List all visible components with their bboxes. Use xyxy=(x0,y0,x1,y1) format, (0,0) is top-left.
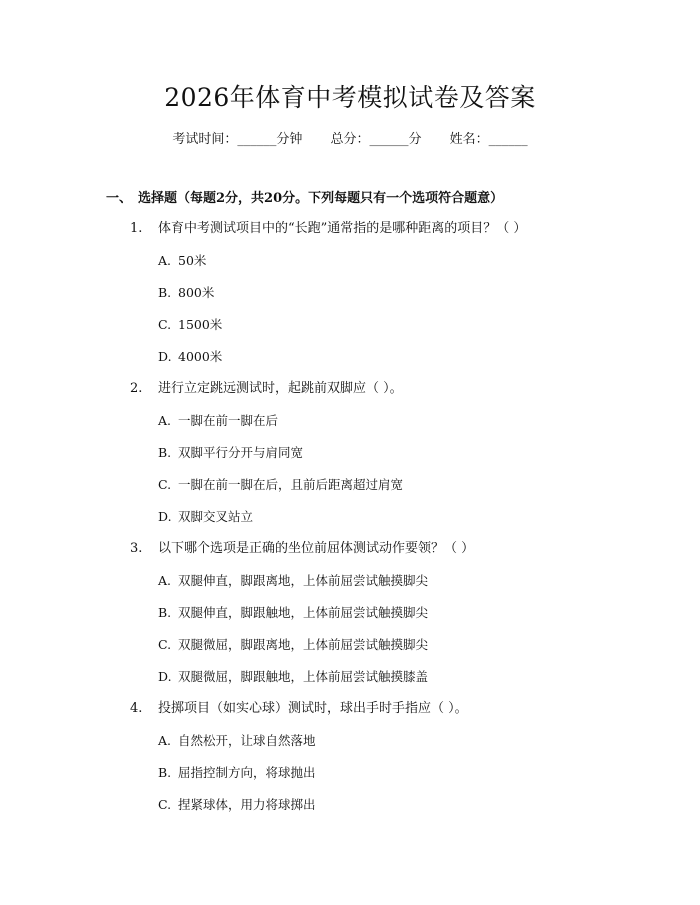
question-stem xyxy=(130,698,650,730)
option-c xyxy=(130,794,650,826)
question-list xyxy=(130,218,650,826)
total-score-field: 总分：______分 xyxy=(330,132,422,147)
option-c xyxy=(130,474,650,506)
option-text: 双脚交叉站立 xyxy=(178,509,254,524)
option-text: 自然松开，让球自然落地 xyxy=(178,733,316,748)
option-c xyxy=(130,634,650,666)
option-label: A. xyxy=(158,733,172,748)
question-1 xyxy=(130,218,650,378)
question-number: 4. xyxy=(130,701,143,716)
option-text: 双腿微屈，脚跟触地，上体前屈尝试触摸膝盖 xyxy=(178,669,429,684)
document-title: 2026年体育中考模拟试卷及答案 xyxy=(164,83,536,112)
option-a xyxy=(130,250,650,282)
question-4 xyxy=(130,698,650,826)
option-text: 50米 xyxy=(178,253,207,268)
option-text: 800米 xyxy=(178,285,215,300)
option-d xyxy=(130,666,650,698)
option-text: 屈指控制方向，将球抛出 xyxy=(178,765,316,780)
exam-info-row xyxy=(0,130,700,150)
option-text: 双脚平行分开与肩同宽 xyxy=(178,445,304,460)
section-heading xyxy=(106,188,503,210)
option-text: 4000米 xyxy=(178,349,223,364)
question-number: 2. xyxy=(130,381,143,396)
option-label: D. xyxy=(158,349,172,364)
question-text: 以下哪个选项是正确的坐位前屈体测试动作要领？（ ） xyxy=(158,541,475,556)
option-text: 一脚在前一脚在后，且前后距离超过肩宽 xyxy=(178,477,404,492)
section-title: 选择题（每题2分，共20分。下列每题只有一个选项符合题意） xyxy=(138,191,504,206)
option-label: C. xyxy=(158,477,172,492)
option-text: 双腿伸直，脚跟触地，上体前屈尝试触摸脚尖 xyxy=(178,605,429,620)
option-text: 1500米 xyxy=(178,317,223,332)
option-label: C. xyxy=(158,797,172,812)
option-b xyxy=(130,762,650,794)
option-text: 双腿伸直，脚跟离地，上体前屈尝试触摸脚尖 xyxy=(178,573,429,588)
option-a xyxy=(130,410,650,442)
option-text: 一脚在前一脚在后 xyxy=(178,413,279,428)
option-b xyxy=(130,602,650,634)
question-text: 进行立定跳远测试时，起跳前双脚应（ ）。 xyxy=(158,381,403,396)
option-label: D. xyxy=(158,669,172,684)
section-number: 一、 xyxy=(106,191,133,206)
option-label: A. xyxy=(158,573,172,588)
student-name-field: 姓名：______ xyxy=(449,132,528,147)
option-label: A. xyxy=(158,413,172,428)
question-number: 1. xyxy=(130,221,143,236)
option-label: B. xyxy=(158,445,172,460)
option-d xyxy=(130,506,650,538)
option-d xyxy=(130,346,650,378)
option-a xyxy=(130,570,650,602)
question-stem xyxy=(130,538,650,570)
question-2 xyxy=(130,378,650,538)
question-stem xyxy=(130,218,650,250)
question-3 xyxy=(130,538,650,698)
option-label: C. xyxy=(158,637,172,652)
option-label: C. xyxy=(158,317,172,332)
question-stem xyxy=(130,378,650,410)
question-text: 投掷项目（如实心球）测试时，球出手时手指应（ ）。 xyxy=(158,701,468,716)
option-a xyxy=(130,730,650,762)
option-label: D. xyxy=(158,509,172,524)
option-b xyxy=(130,442,650,474)
option-c xyxy=(130,314,650,346)
question-number: 3. xyxy=(130,541,143,556)
question-text: 体育中考测试项目中的“长跑”通常指的是哪种距离的项目？（ ） xyxy=(158,221,527,236)
option-text: 双腿微屈，脚跟离地，上体前屈尝试触摸脚尖 xyxy=(178,637,429,652)
option-label: B. xyxy=(158,605,172,620)
option-label: A. xyxy=(158,253,172,268)
option-label: B. xyxy=(158,285,172,300)
exam-time-field: 考试时间：______分钟 xyxy=(172,132,303,147)
option-text: 捏紧球体，用力将球掷出 xyxy=(178,797,316,812)
option-b xyxy=(130,282,650,314)
option-label: B. xyxy=(158,765,172,780)
